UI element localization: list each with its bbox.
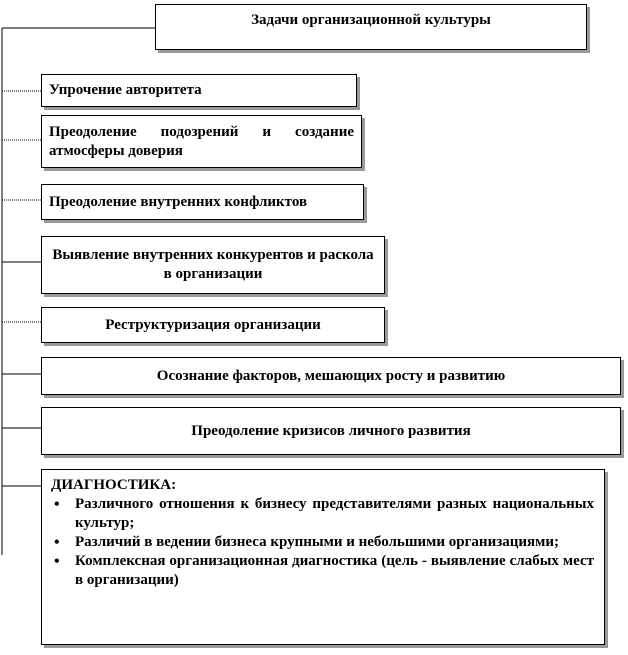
task-box-3 bbox=[41, 184, 364, 220]
task-box-1 bbox=[41, 74, 357, 107]
task-box-6 bbox=[41, 357, 621, 395]
task-label: Выявление внутренних конкурентов и раскола в организации bbox=[52, 247, 374, 282]
task-box-7 bbox=[41, 407, 621, 455]
task-label: Осознание факторов, мешающих росту и развитию bbox=[156, 367, 506, 384]
task-label: Преодоление подозрений и создание атмосферы доверия bbox=[49, 123, 354, 159]
diagnostics-box bbox=[41, 469, 605, 645]
diagnostics-item-2: • Различий в ведении бизнеса крупными и небольшими организациями; bbox=[51, 533, 594, 552]
diagnostics-item-3: • Комплексная организационная диагностика (цель - выявление слабых мест в организации) bbox=[51, 552, 594, 590]
task-label: Преодоление внутренних конфликтов bbox=[49, 193, 308, 210]
diagnostics-heading: ДИАГНОСТИКА: bbox=[51, 477, 177, 493]
task-box-5 bbox=[41, 307, 385, 343]
task-label: Преодоление кризисов личного развития bbox=[191, 422, 471, 439]
task-box-4 bbox=[41, 236, 385, 294]
diagram-title: Задачи организационной культуры bbox=[251, 12, 491, 28]
task-box-2 bbox=[41, 115, 362, 168]
task-label: Упрочение авторитета bbox=[49, 82, 202, 98]
diagnostics-item-1: • Различного отношения к бизнесу представителями разных национальных культур; bbox=[51, 495, 594, 533]
diagnostics-list bbox=[51, 495, 594, 590]
task-label: Реструктуризация организации bbox=[105, 316, 321, 333]
title-box bbox=[155, 4, 587, 50]
